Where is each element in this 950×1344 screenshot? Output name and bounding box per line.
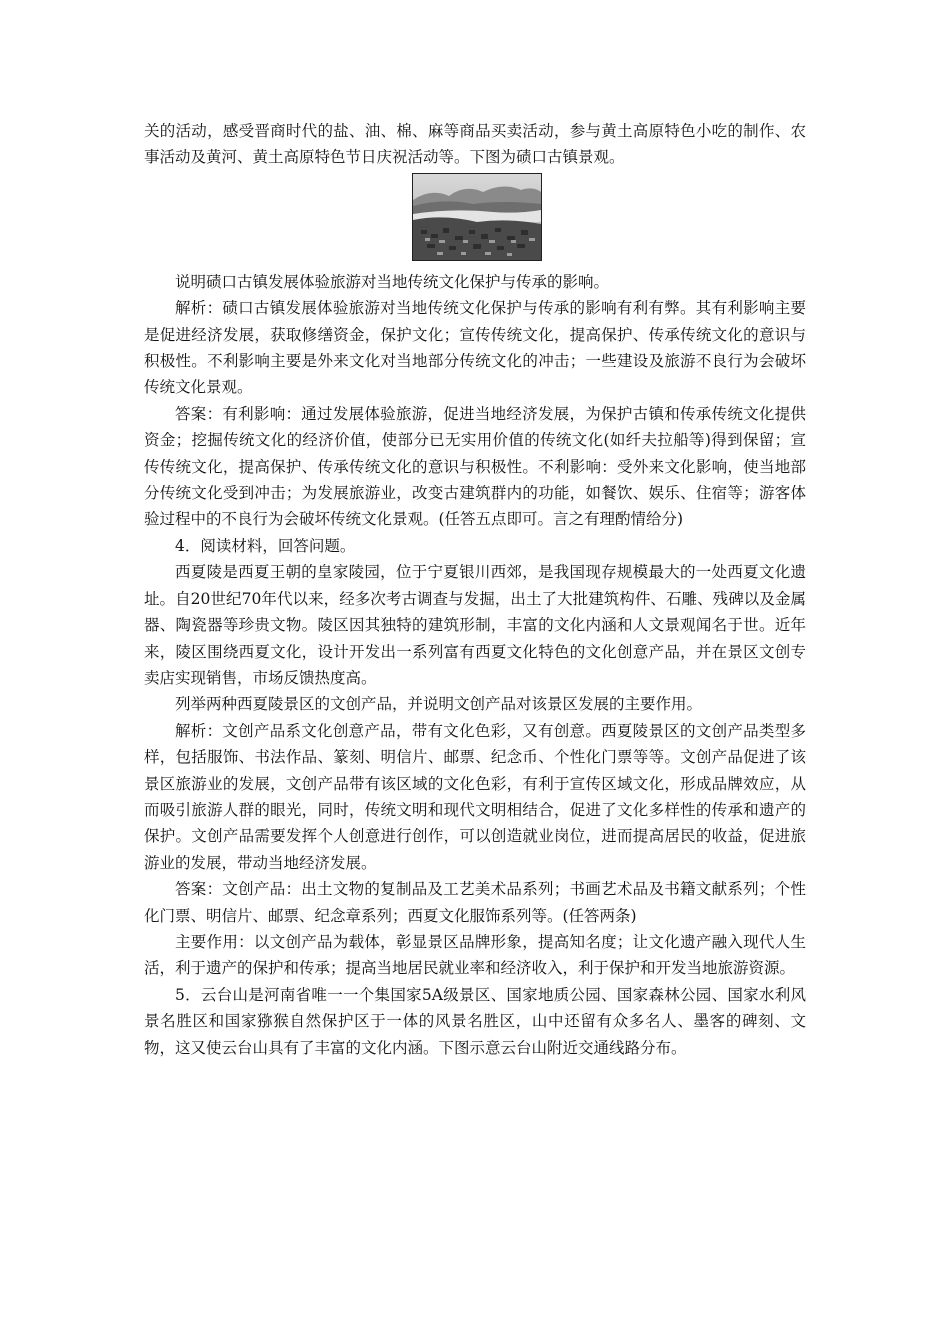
document-page — [144, 118, 806, 1061]
main-function-paragraph: 主要作用：以文创产品为载体，彰显景区品牌形象，提高知名度；让文化遗产融入现代人生活，利于遗产的保护和传承；提高当地居民就业率和经济收入，利于保护和开发当地旅游资源。 — [144, 932, 806, 978]
question-prompt: 说明碛口古镇发展体验旅游对当地传统文化保护与传承的影响。 — [175, 272, 610, 291]
analysis-paragraph-2: 解析：文创产品系文化创意产品，带有文化色彩，又有创意。西夏陵景区的文创产品类型多样，包括服饰、书法作品、篆刻、明信片、邮票、纪念币、个性化门票等等。文创产品促进了该景区旅游业的发展，文创产品带有该区域的文化色彩，有利于宣传区域文化，形成品牌效应，从而吸引旅游人群的眼光，同时，传统文明和现代文明相结合，促进了文化多样性的传承和遗产的保护。文创产品需要发挥个人创意进行创作，可以创造就业岗位，进而提高居民的收益，促进旅游业的发展，带动当地经济发展。 — [144, 721, 806, 872]
paragraph-intro-continued: 关的活动，感受晋商时代的盐、油、棉、麻等商品买卖活动，参与黄土高原特色小吃的制作、农事活动及黄河、黄土高原特色节日庆祝活动等。下图为碛口古镇景观。 — [144, 122, 806, 167]
material-paragraph-xixia: 西夏陵是西夏王朝的皇家陵园，位于宁夏银川西郊，是我国现存规模最大的一处西夏文化遗址。自20世纪70年代以来，经多次考古调查与发掘，出土了大批建筑构件、石雕、残碑以及金属器、陶瓷器等珍贵文物。陵区因其独特的建筑形制，丰富的文化内涵和人文景观闻名于世。近年来，陵区围绕西夏文化，设计开发出一系列富有西夏文化特色的文化创意产品，并在景区文创专卖店实现销售，市场反馈热度高。 — [144, 563, 806, 687]
figure-container — [144, 173, 806, 265]
analysis-paragraph-1: 解析：碛口古镇发展体验旅游对当地传统文化保护与传承的影响有利有弊。其有利影响主要是促进经济发展，获取修缮资金，保护文化；宣传传统文化，提高保护、传承传统文化的意识与积极性。不利影响主要是外来文化对当地部分传统文化的冲击；一些建设及旅游不良行为会破坏传统文化景观。 — [144, 299, 806, 397]
question-prompt-xixia: 列举两种西夏陵景区的文创产品，并说明文创产品对该景区发展的主要作用。 — [175, 695, 703, 714]
question-4-heading: 4．阅读材料，回答问题。 — [175, 536, 356, 555]
qikou-town-photo — [412, 173, 542, 261]
question-5-paragraph: 5．云台山是河南省唯一一个集国家5A级景区、国家地质公园、国家森林公园、国家水利风景名胜区和国家猕猴自然保护区于一体的风景名胜区，山中还留有众多名人、墨客的碑刻、文物，这又使云台山具有了丰富的文化内涵。下图示意云台山附近交通线路分布。 — [144, 985, 806, 1057]
answer-paragraph-2: 答案：文创产品：出土文物的复制品及工艺美术品系列；书画艺术品及书籍文献系列；个性化门票、明信片、邮票、纪念章系列；西夏文化服饰系列等。(任答两条) — [144, 880, 806, 925]
answer-paragraph-1: 答案：有利影响：通过发展体验旅游，促进当地经济发展，为保护古镇和传承传统文化提供资金；挖掘传统文化的经济价值，使部分已无实用价值的传统文化(如纤夫拉船等)得到保留；宣传传统文化，提高保护、传承传统文化的意识与积极性。不利影响：受外来文化影响，使当地部分传统文化受到冲击；为发展旅游业，改变古建筑群内的功能，如餐饮、娱乐、住宿等；游客体验过程中的不良行为会破坏传统文化景观。(任答五点即可。言之有理酌情给分) — [144, 404, 806, 529]
